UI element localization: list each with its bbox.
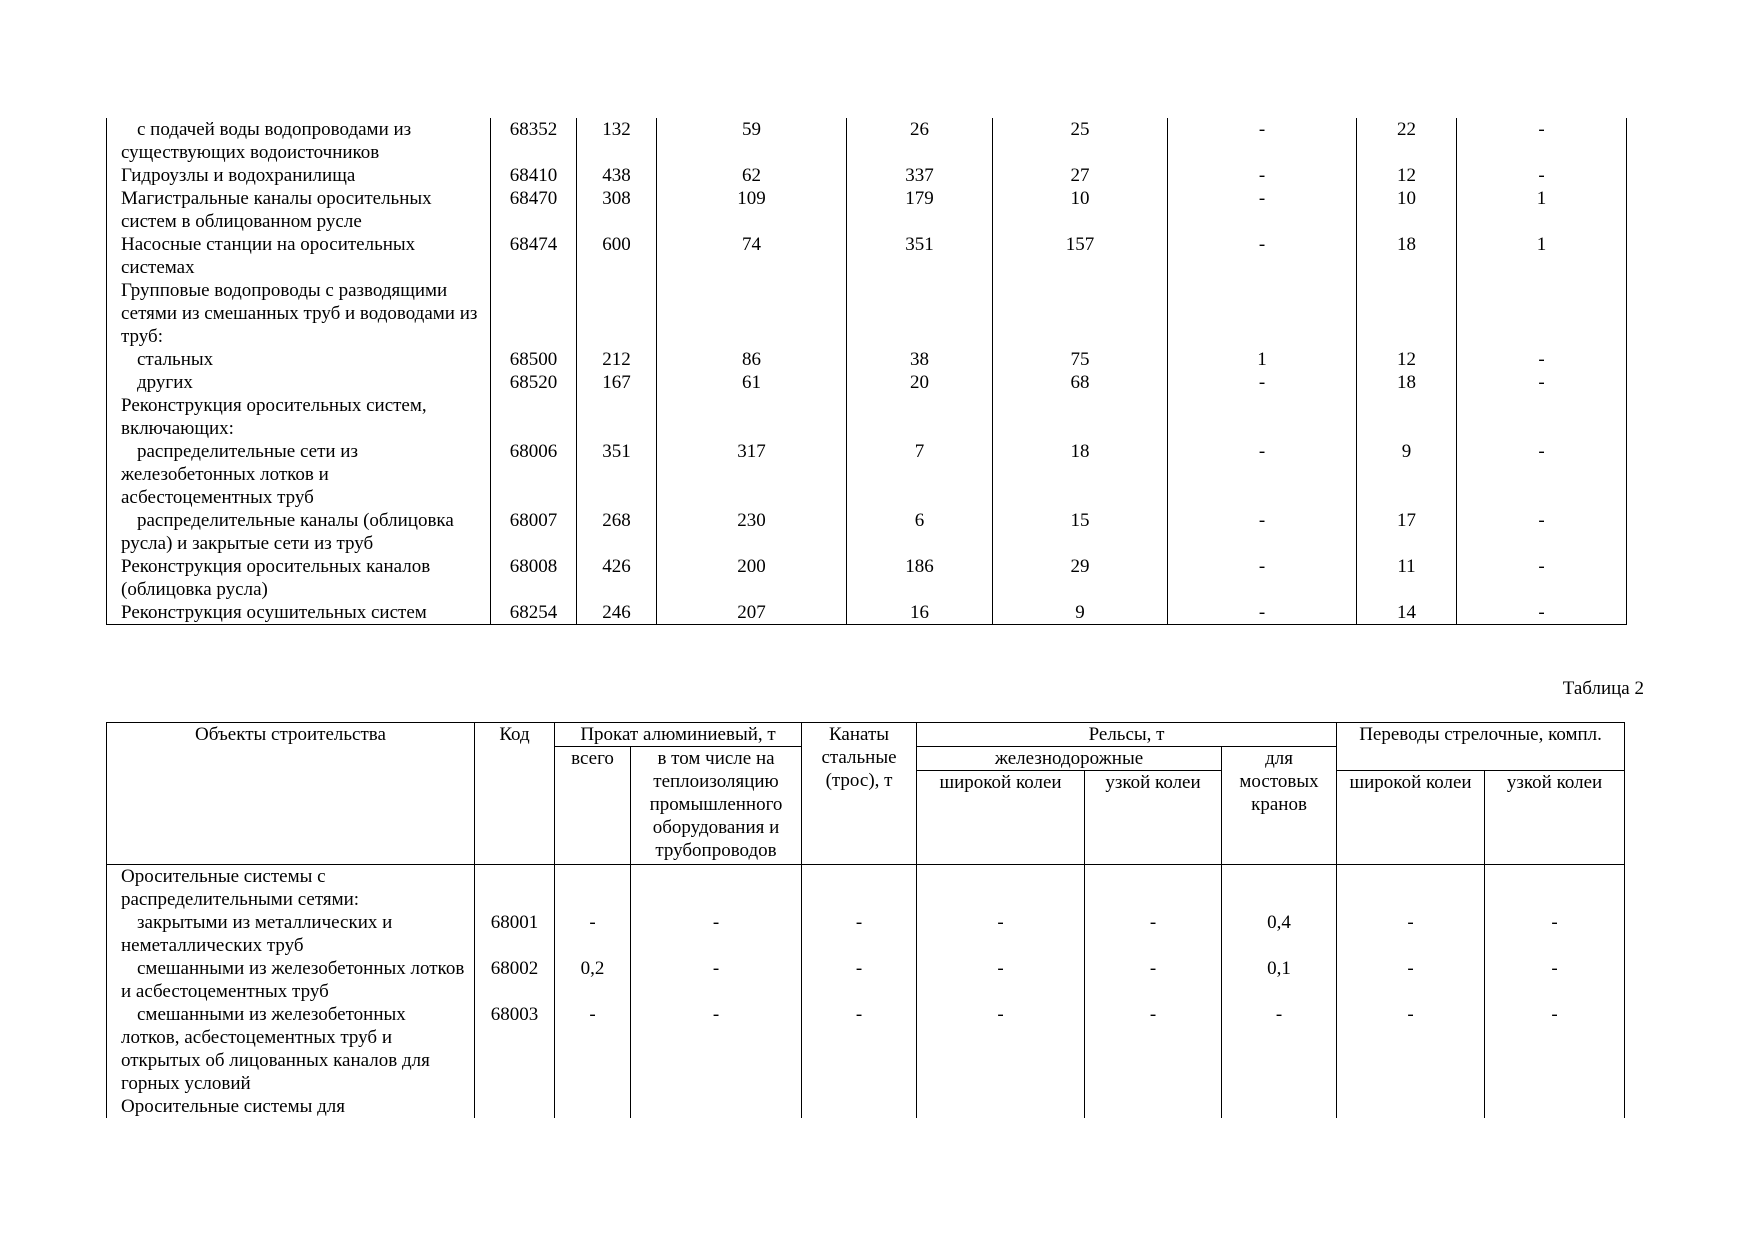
- row-value: -: [1337, 1003, 1485, 1095]
- header-rails-wide: широкой колеи: [917, 771, 1085, 865]
- row-value: 200: [657, 555, 847, 601]
- row-value: 59: [657, 118, 847, 164]
- row-value: -: [917, 957, 1085, 1003]
- row-code: 68474: [491, 233, 577, 279]
- row-value: 167: [577, 371, 657, 394]
- row-value: [657, 279, 847, 348]
- header-prokat-total: всего: [555, 747, 631, 865]
- row-value: -: [1457, 118, 1627, 164]
- row-value: -: [1168, 371, 1357, 394]
- table-row: [107, 509, 1627, 555]
- row-value: 1: [1457, 187, 1627, 233]
- row-value: 268: [577, 509, 657, 555]
- row-code: 68001: [475, 911, 555, 957]
- row-value: 22: [1357, 118, 1457, 164]
- row-code: 68002: [475, 957, 555, 1003]
- row-name-text: закрытыми из металлических и неметаллических труб: [121, 912, 393, 956]
- table-row: [107, 555, 1627, 601]
- table-row: [107, 348, 1627, 371]
- header-prokat-incl: в том числе на теплоизоляцию промышленного оборудования и трубопроводов: [631, 747, 802, 865]
- row-value: [631, 865, 802, 912]
- row-value: [993, 279, 1168, 348]
- row-value: [555, 865, 631, 912]
- row-name: [107, 865, 475, 912]
- table-2-caption: Таблица 2: [1562, 678, 1644, 699]
- row-value: 351: [847, 233, 993, 279]
- row-value: 0,1: [1222, 957, 1337, 1003]
- row-value: 38: [847, 348, 993, 371]
- row-value: -: [802, 957, 917, 1003]
- row-name: [107, 118, 491, 164]
- row-name: [107, 394, 491, 440]
- row-value: -: [1337, 911, 1485, 957]
- row-name: [107, 233, 491, 279]
- table-row: [107, 601, 1627, 625]
- row-value: 62: [657, 164, 847, 187]
- row-value: 438: [577, 164, 657, 187]
- row-value: 1: [1457, 233, 1627, 279]
- row-value: 109: [657, 187, 847, 233]
- row-code: 68007: [491, 509, 577, 555]
- table-2: [106, 722, 1625, 1118]
- row-code: 68003: [475, 1003, 555, 1095]
- row-value: -: [1168, 233, 1357, 279]
- row-name-text: Гидроузлы и водохранилища: [121, 165, 356, 186]
- table-row: [107, 279, 1627, 348]
- row-value: -: [1457, 371, 1627, 394]
- row-value: [1357, 394, 1457, 440]
- row-value: [1485, 865, 1625, 912]
- table-1: [106, 118, 1627, 625]
- header-rails-cranes: для мостовых кранов: [1222, 747, 1337, 865]
- row-value: -: [1457, 164, 1627, 187]
- row-name: [107, 1095, 475, 1118]
- row-code: 68008: [491, 555, 577, 601]
- row-value: [1337, 865, 1485, 912]
- row-name-text: смешанными из железобетонных лотков, асбестоцементных труб и открытых об лицованных каналов для горных условий: [121, 1004, 430, 1094]
- row-name-text: распределительные каналы (облицовка русла) и закрытые сети из труб: [121, 510, 454, 554]
- row-value: 18: [993, 440, 1168, 509]
- row-value: 186: [847, 555, 993, 601]
- header-switches-narrow: узкой колеи: [1485, 771, 1625, 865]
- row-value: [847, 279, 993, 348]
- row-name: [107, 279, 491, 348]
- row-value: 179: [847, 187, 993, 233]
- row-value: [1337, 1095, 1485, 1118]
- row-value: -: [1168, 601, 1357, 625]
- table-row: [107, 187, 1627, 233]
- row-value: [847, 394, 993, 440]
- header-rails-narrow: узкой колеи: [1085, 771, 1222, 865]
- row-code: 68500: [491, 348, 577, 371]
- row-value: 12: [1357, 348, 1457, 371]
- row-value: -: [802, 911, 917, 957]
- row-value: -: [1085, 1003, 1222, 1095]
- table-row: [107, 440, 1627, 509]
- row-value: 10: [1357, 187, 1457, 233]
- row-name-text: с подачей воды водопроводами из существующих водоисточников: [121, 119, 412, 163]
- row-value: 25: [993, 118, 1168, 164]
- row-value: 86: [657, 348, 847, 371]
- row-name-text: Групповые водопроводы с разводящими сетями из смешанных труб и водоводами из труб:: [121, 280, 478, 347]
- row-value: -: [917, 1003, 1085, 1095]
- row-value: 0,2: [555, 957, 631, 1003]
- row-value: -: [1168, 440, 1357, 509]
- row-value: [1457, 279, 1627, 348]
- header-kanaty: Канаты стальные (трос), т: [802, 723, 917, 865]
- row-name: [107, 957, 475, 1003]
- row-value: [1085, 865, 1222, 912]
- table-row: [107, 233, 1627, 279]
- row-name-text: стальных: [137, 349, 214, 370]
- table-row: [107, 957, 1625, 1003]
- row-code: 68520: [491, 371, 577, 394]
- row-value: [577, 279, 657, 348]
- row-code: 68352: [491, 118, 577, 164]
- row-value: 27: [993, 164, 1168, 187]
- row-value: -: [555, 911, 631, 957]
- row-value: [631, 1095, 802, 1118]
- row-value: 246: [577, 601, 657, 625]
- row-name-text: Реконструкция оросительных каналов (облицовка русла): [121, 556, 431, 600]
- row-value: -: [1085, 911, 1222, 957]
- row-value: 12: [1357, 164, 1457, 187]
- row-value: 9: [993, 601, 1168, 625]
- row-value: 16: [847, 601, 993, 625]
- row-name: [107, 601, 491, 625]
- row-value: [917, 1095, 1085, 1118]
- row-name-text: Оросительные системы для: [121, 1096, 345, 1117]
- row-value: -: [1168, 164, 1357, 187]
- table-row: [107, 865, 1625, 912]
- row-value: -: [631, 957, 802, 1003]
- row-value: [802, 865, 917, 912]
- row-value: [1222, 1095, 1337, 1118]
- row-value: -: [1485, 911, 1625, 957]
- row-value: -: [1485, 1003, 1625, 1095]
- row-value: 10: [993, 187, 1168, 233]
- table-row: [107, 911, 1625, 957]
- row-name-text: Насосные станции на оросительных системах: [121, 234, 416, 278]
- row-value: -: [1168, 509, 1357, 555]
- row-value: [1085, 1095, 1222, 1118]
- row-value: -: [1168, 187, 1357, 233]
- row-value: 230: [657, 509, 847, 555]
- row-value: -: [1457, 348, 1627, 371]
- row-name-text: Реконструкция оросительных систем, включающих:: [121, 395, 427, 439]
- row-value: 15: [993, 509, 1168, 555]
- row-value: 29: [993, 555, 1168, 601]
- header-rails-rr: железнодорожные: [917, 747, 1222, 771]
- row-name: [107, 440, 491, 509]
- row-value: 26: [847, 118, 993, 164]
- row-code: [475, 1095, 555, 1118]
- row-value: -: [1168, 555, 1357, 601]
- row-value: 7: [847, 440, 993, 509]
- row-value: -: [1337, 957, 1485, 1003]
- row-name: [107, 555, 491, 601]
- row-value: -: [1085, 957, 1222, 1003]
- header-switches-wide: широкой колеи: [1337, 771, 1485, 865]
- row-value: 426: [577, 555, 657, 601]
- row-value: 17: [1357, 509, 1457, 555]
- row-value: [577, 394, 657, 440]
- row-code: 68410: [491, 164, 577, 187]
- table-row: [107, 371, 1627, 394]
- row-value: 18: [1357, 233, 1457, 279]
- row-value: 11: [1357, 555, 1457, 601]
- row-value: 74: [657, 233, 847, 279]
- table-row: [107, 1095, 1625, 1118]
- row-code: [491, 394, 577, 440]
- row-value: 132: [577, 118, 657, 164]
- row-name: [107, 911, 475, 957]
- row-name: [107, 164, 491, 187]
- row-name-text: распределительные сети из железобетонных лотков и асбестоцементных труб: [121, 441, 358, 508]
- row-code: 68006: [491, 440, 577, 509]
- row-value: 9: [1357, 440, 1457, 509]
- row-value: -: [1457, 509, 1627, 555]
- row-value: 61: [657, 371, 847, 394]
- row-value: [555, 1095, 631, 1118]
- row-name-text: Магистральные каналы оросительных систем в облицованном русле: [121, 188, 432, 232]
- row-name-text: смешанными из железобетонных лотков и асбестоцементных труб: [121, 958, 465, 1002]
- row-value: 308: [577, 187, 657, 233]
- row-value: [993, 394, 1168, 440]
- row-name: [107, 509, 491, 555]
- row-value: -: [1485, 957, 1625, 1003]
- row-name: [107, 187, 491, 233]
- row-value: 6: [847, 509, 993, 555]
- row-value: 18: [1357, 371, 1457, 394]
- header-prokat: Прокат алюминиевый, т: [555, 723, 802, 747]
- row-value: [802, 1095, 917, 1118]
- row-value: 68: [993, 371, 1168, 394]
- row-code: [475, 865, 555, 912]
- row-value: -: [1457, 601, 1627, 625]
- table-row: [107, 118, 1627, 164]
- table-row: [107, 164, 1627, 187]
- row-value: -: [631, 1003, 802, 1095]
- header-rails: Рельсы, т: [917, 723, 1337, 747]
- row-name-text: других: [137, 372, 193, 393]
- row-value: 14: [1357, 601, 1457, 625]
- header-code: Код: [475, 723, 555, 747]
- row-value: -: [1457, 555, 1627, 601]
- row-value: -: [1222, 1003, 1337, 1095]
- row-value: 20: [847, 371, 993, 394]
- row-value: [917, 865, 1085, 912]
- row-value: [1168, 394, 1357, 440]
- row-value: 1: [1168, 348, 1357, 371]
- row-value: [657, 394, 847, 440]
- row-value: -: [917, 911, 1085, 957]
- header-switches: Переводы стрелочные, компл.: [1337, 723, 1625, 771]
- row-value: 157: [993, 233, 1168, 279]
- row-value: [1168, 279, 1357, 348]
- row-value: -: [555, 1003, 631, 1095]
- row-name-text: Реконструкция осушительных систем: [121, 602, 427, 623]
- row-name: [107, 1003, 475, 1095]
- table-row: [107, 394, 1627, 440]
- row-value: -: [1168, 118, 1357, 164]
- row-value: 207: [657, 601, 847, 625]
- row-code: [491, 279, 577, 348]
- row-code: 68470: [491, 187, 577, 233]
- row-value: -: [802, 1003, 917, 1095]
- row-value: 317: [657, 440, 847, 509]
- row-name: [107, 348, 491, 371]
- row-value: -: [631, 911, 802, 957]
- row-value: 75: [993, 348, 1168, 371]
- row-value: 351: [577, 440, 657, 509]
- row-value: [1222, 865, 1337, 912]
- row-value: -: [1457, 440, 1627, 509]
- table-row: [107, 1003, 1625, 1095]
- row-value: 212: [577, 348, 657, 371]
- row-code: 68254: [491, 601, 577, 625]
- row-value: [1485, 1095, 1625, 1118]
- row-value: 600: [577, 233, 657, 279]
- row-value: [1457, 394, 1627, 440]
- row-name: [107, 371, 491, 394]
- row-value: 0,4: [1222, 911, 1337, 957]
- row-value: [1357, 279, 1457, 348]
- row-value: 337: [847, 164, 993, 187]
- header-objects: Объекты строительства: [107, 723, 475, 747]
- row-name-text: Оросительные системы с распределительными сетями:: [121, 866, 360, 910]
